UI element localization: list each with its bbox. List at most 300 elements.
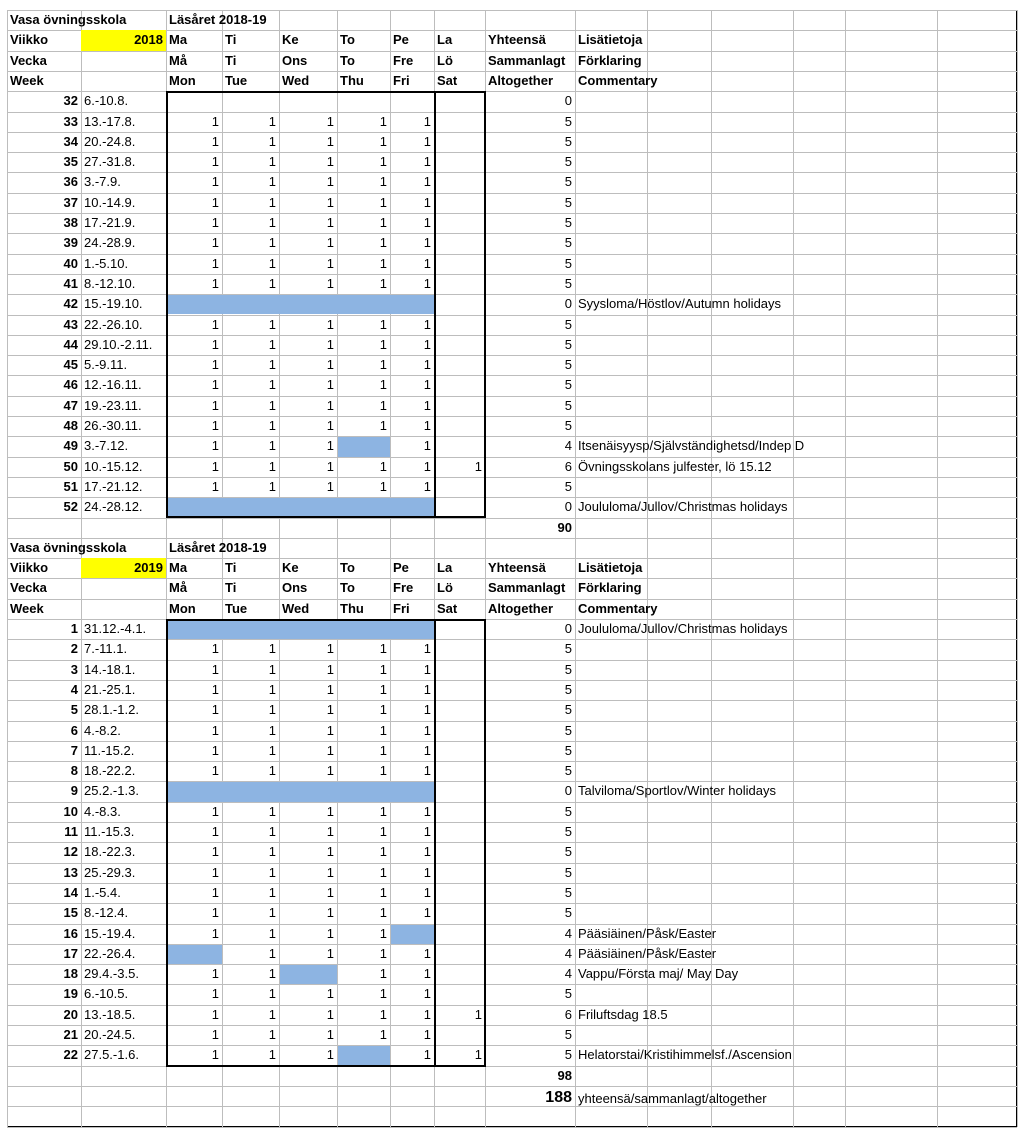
week-comment[interactable]: Pääsiäinen/Påsk/Easter: [578, 925, 717, 941]
day-count[interactable]: 1: [379, 215, 387, 230]
day-count[interactable]: [166, 294, 222, 314]
day-count[interactable]: [222, 781, 279, 801]
week-comment[interactable]: [575, 680, 1017, 700]
day-count[interactable]: 1: [211, 438, 219, 454]
day-count[interactable]: 1: [379, 174, 387, 190]
day-count[interactable]: 1: [423, 377, 431, 393]
day-count[interactable]: 1: [379, 945, 387, 961]
day-count[interactable]: 1: [326, 864, 334, 880]
day-count[interactable]: [434, 761, 485, 781]
day-count[interactable]: [434, 91, 485, 111]
week-dates[interactable]: 18.-22.2.: [84, 763, 136, 779]
week-dates[interactable]: 25.-29.3.: [84, 864, 136, 880]
day-count[interactable]: 1: [326, 336, 334, 352]
header-day[interactable]: Pe: [393, 32, 409, 48]
week-comment[interactable]: [575, 761, 1017, 781]
day-count[interactable]: 1: [379, 154, 387, 170]
day-count[interactable]: 1: [211, 763, 219, 779]
week-number[interactable]: 7: [70, 742, 78, 758]
day-count[interactable]: 1: [268, 154, 276, 170]
week-number[interactable]: 32: [63, 93, 78, 109]
week-total[interactable]: 5: [564, 844, 572, 860]
year-cell[interactable]: 2018: [81, 30, 166, 50]
day-count[interactable]: 1: [379, 275, 387, 291]
week-number[interactable]: 37: [63, 194, 78, 210]
day-count[interactable]: 1: [379, 722, 387, 738]
day-count[interactable]: 1: [268, 174, 276, 190]
section-subtotal[interactable]: 90: [557, 519, 572, 535]
week-total[interactable]: 5: [564, 357, 572, 373]
day-count[interactable]: 1: [326, 884, 334, 900]
week-number[interactable]: 21: [63, 1027, 78, 1042]
day-count[interactable]: 1: [326, 154, 334, 170]
day-count[interactable]: 1: [326, 1006, 334, 1022]
day-count[interactable]: 1: [211, 702, 219, 718]
week-comment[interactable]: [575, 375, 1017, 395]
week-comment[interactable]: [575, 274, 1017, 294]
day-count[interactable]: 1: [211, 133, 219, 149]
header-week-label[interactable]: Vecka: [10, 52, 47, 68]
header-comment[interactable]: Commentary: [578, 600, 658, 616]
header-day[interactable]: Mon: [169, 600, 196, 616]
day-count[interactable]: 1: [326, 742, 334, 758]
day-count[interactable]: 1: [326, 316, 334, 332]
header-week-label[interactable]: Viikko: [10, 32, 49, 48]
week-total[interactable]: 5: [564, 316, 572, 332]
day-count[interactable]: 1: [268, 215, 276, 230]
day-count[interactable]: 1: [326, 702, 334, 718]
day-count[interactable]: [390, 294, 434, 314]
header-day[interactable]: Ti: [225, 32, 237, 48]
week-dates[interactable]: 8.-12.10.: [84, 275, 136, 291]
week-number[interactable]: 19: [63, 986, 78, 1002]
week-total[interactable]: 5: [564, 1027, 572, 1042]
day-count[interactable]: [434, 233, 485, 253]
day-count[interactable]: 1: [268, 255, 276, 271]
week-dates[interactable]: 7.-11.1.: [84, 641, 128, 657]
day-count[interactable]: 1: [211, 275, 219, 291]
week-dates[interactable]: 22.-26.4.: [84, 945, 136, 961]
week-number[interactable]: 13: [63, 864, 78, 880]
week-number[interactable]: 3: [70, 661, 78, 677]
day-count[interactable]: 1: [211, 1006, 219, 1022]
section-subtotal[interactable]: 98: [557, 1067, 572, 1083]
day-count[interactable]: [434, 639, 485, 659]
day-count[interactable]: 1: [423, 1006, 431, 1022]
week-total[interactable]: 0: [564, 499, 572, 515]
week-total[interactable]: 5: [564, 275, 572, 291]
header-day[interactable]: Ke: [282, 560, 299, 576]
header-day[interactable]: Mon: [169, 72, 196, 88]
day-count[interactable]: [166, 91, 222, 111]
day-count[interactable]: 1: [423, 702, 431, 718]
week-comment[interactable]: Friluftsdag 18.5: [578, 1006, 668, 1022]
day-count[interactable]: 1: [326, 1027, 334, 1042]
week-number[interactable]: 1: [70, 621, 78, 636]
week-number[interactable]: 16: [63, 925, 78, 941]
week-number[interactable]: 48: [63, 418, 78, 433]
week-total[interactable]: 5: [564, 803, 572, 819]
header-day[interactable]: Ons: [282, 580, 308, 596]
header-week-label[interactable]: Viikko: [10, 560, 49, 576]
day-count[interactable]: 1: [268, 763, 276, 779]
day-count[interactable]: [434, 842, 485, 862]
day-count[interactable]: 1: [211, 458, 219, 474]
day-count[interactable]: [337, 294, 390, 314]
header-day[interactable]: Thu: [340, 600, 364, 616]
day-count[interactable]: 1: [423, 986, 431, 1002]
week-number[interactable]: 41: [63, 275, 78, 291]
day-count[interactable]: 1: [326, 1047, 334, 1063]
day-count[interactable]: [434, 213, 485, 233]
day-count[interactable]: 1: [268, 722, 276, 738]
header-day[interactable]: Thu: [340, 72, 364, 88]
day-count[interactable]: [337, 436, 390, 456]
day-count[interactable]: 1: [268, 905, 276, 921]
day-count[interactable]: 1: [379, 824, 387, 839]
header-comment[interactable]: Lisätietoja: [578, 32, 643, 48]
day-count[interactable]: 1: [423, 641, 431, 657]
day-count[interactable]: 1: [423, 905, 431, 921]
day-count[interactable]: 1: [423, 966, 431, 982]
day-count[interactable]: 1: [379, 1006, 387, 1022]
day-count[interactable]: 1: [326, 905, 334, 921]
week-comment[interactable]: [575, 984, 1017, 1004]
day-count[interactable]: 1: [211, 864, 219, 880]
day-count[interactable]: 1: [268, 1047, 276, 1063]
day-count[interactable]: 1: [268, 357, 276, 373]
day-count[interactable]: 1: [423, 661, 431, 677]
day-count[interactable]: 1: [326, 722, 334, 738]
day-count[interactable]: [390, 924, 434, 944]
week-total[interactable]: 5: [564, 722, 572, 738]
day-count[interactable]: 1: [474, 1047, 482, 1063]
week-number[interactable]: 43: [63, 316, 78, 332]
day-count[interactable]: 1: [379, 864, 387, 880]
week-number[interactable]: 47: [63, 397, 78, 413]
week-dates[interactable]: 15.-19.4.: [84, 925, 136, 941]
day-count[interactable]: 1: [211, 1047, 219, 1063]
day-count[interactable]: [434, 477, 485, 497]
day-count[interactable]: 1: [211, 641, 219, 657]
day-count[interactable]: 1: [423, 1027, 431, 1042]
header-day[interactable]: To: [340, 560, 355, 576]
day-count[interactable]: [434, 822, 485, 842]
week-total[interactable]: 4: [564, 925, 572, 941]
school-name[interactable]: Vasa övningsskola: [10, 12, 127, 27]
day-count[interactable]: [337, 1045, 390, 1065]
day-count[interactable]: 1: [423, 722, 431, 738]
week-number[interactable]: 39: [63, 235, 78, 251]
week-number[interactable]: 12: [63, 844, 78, 860]
week-number[interactable]: 15: [63, 905, 78, 921]
day-count[interactable]: 1: [423, 275, 431, 291]
day-count[interactable]: 1: [379, 702, 387, 718]
week-total[interactable]: 5: [564, 215, 572, 230]
week-comment[interactable]: [575, 91, 1017, 111]
week-dates[interactable]: 6.-10.5.: [84, 986, 129, 1002]
day-count[interactable]: 1: [423, 742, 431, 758]
week-dates[interactable]: 4.-8.3.: [84, 803, 121, 819]
header-comment[interactable]: Förklaring: [578, 52, 642, 68]
week-total[interactable]: 5: [564, 986, 572, 1002]
day-count[interactable]: 1: [268, 478, 276, 494]
header-comment[interactable]: Lisätietoja: [578, 560, 643, 576]
day-count[interactable]: [434, 964, 485, 984]
day-count[interactable]: 1: [326, 255, 334, 271]
week-comment[interactable]: [575, 112, 1017, 132]
header-day[interactable]: La: [437, 560, 453, 576]
day-count[interactable]: 1: [326, 113, 334, 129]
day-count[interactable]: 1: [423, 1047, 431, 1063]
week-dates[interactable]: 13.-17.8.: [84, 113, 136, 129]
day-count[interactable]: 1: [326, 174, 334, 190]
day-count[interactable]: [434, 132, 485, 152]
week-comment[interactable]: [575, 741, 1017, 761]
day-count[interactable]: [434, 863, 485, 883]
day-count[interactable]: 1: [379, 763, 387, 779]
day-count[interactable]: [222, 294, 279, 314]
day-count[interactable]: [434, 660, 485, 680]
day-count[interactable]: 1: [423, 113, 431, 129]
day-count[interactable]: 1: [326, 763, 334, 779]
header-day[interactable]: Lö: [437, 580, 453, 596]
header-day[interactable]: Fri: [393, 600, 410, 616]
school-year-title[interactable]: Läsåret 2018-19: [169, 539, 267, 555]
school-year-title[interactable]: Läsåret 2018-19: [169, 12, 267, 27]
day-count[interactable]: 1: [211, 986, 219, 1002]
day-count[interactable]: [434, 152, 485, 172]
week-total[interactable]: 5: [564, 641, 572, 657]
day-count[interactable]: [434, 294, 485, 314]
day-count[interactable]: [390, 497, 434, 517]
day-count[interactable]: 1: [326, 275, 334, 291]
day-count[interactable]: 1: [268, 824, 276, 839]
week-dates[interactable]: 8.-12.4.: [84, 905, 129, 921]
day-count[interactable]: 1: [268, 235, 276, 251]
week-comment[interactable]: Syysloma/Höstlov/Autumn holidays: [578, 296, 782, 312]
header-day[interactable]: Lö: [437, 52, 453, 68]
day-count[interactable]: 1: [268, 438, 276, 454]
day-count[interactable]: 1: [326, 478, 334, 494]
week-comment[interactable]: [575, 802, 1017, 822]
day-count[interactable]: 1: [211, 803, 219, 819]
header-day[interactable]: Ke: [282, 32, 299, 48]
day-count[interactable]: [279, 781, 337, 801]
week-comment[interactable]: [575, 172, 1017, 192]
day-count[interactable]: [222, 91, 279, 111]
day-count[interactable]: 1: [379, 235, 387, 251]
day-count[interactable]: 1: [211, 925, 219, 941]
day-count[interactable]: 1: [379, 194, 387, 210]
day-count[interactable]: 1: [211, 905, 219, 921]
week-number[interactable]: 6: [70, 722, 78, 738]
day-count[interactable]: 1: [268, 1006, 276, 1022]
day-count[interactable]: 1: [326, 641, 334, 657]
week-dates[interactable]: 4.-8.2.: [84, 722, 121, 738]
day-count[interactable]: 1: [423, 336, 431, 352]
day-count[interactable]: 1: [268, 194, 276, 210]
day-count[interactable]: 1: [268, 458, 276, 474]
week-comment[interactable]: [575, 1025, 1017, 1045]
header-total[interactable]: Altogether: [488, 72, 553, 88]
week-comment[interactable]: [575, 213, 1017, 233]
week-number[interactable]: 51: [63, 478, 78, 494]
day-count[interactable]: 1: [211, 215, 219, 230]
day-count[interactable]: 1: [326, 844, 334, 860]
week-total[interactable]: 5: [564, 255, 572, 271]
day-count[interactable]: 1: [423, 397, 431, 413]
day-count[interactable]: 1: [268, 316, 276, 332]
week-number[interactable]: 4: [70, 681, 78, 697]
week-comment[interactable]: [575, 842, 1017, 862]
week-total[interactable]: 6: [564, 458, 572, 474]
week-comment[interactable]: [575, 660, 1017, 680]
week-dates[interactable]: 27.-31.8.: [84, 154, 136, 170]
day-count[interactable]: 1: [423, 458, 431, 474]
day-count[interactable]: 1: [326, 377, 334, 393]
week-number[interactable]: 40: [63, 255, 78, 271]
week-dates[interactable]: 25.2.-1.3.: [84, 783, 139, 799]
day-count[interactable]: [337, 619, 390, 639]
header-day[interactable]: Ti: [225, 560, 237, 576]
day-count[interactable]: 1: [379, 681, 387, 697]
header-day[interactable]: Ti: [225, 580, 237, 596]
day-count[interactable]: 1: [379, 925, 387, 941]
week-comment[interactable]: [575, 396, 1017, 416]
header-day[interactable]: To: [340, 580, 355, 596]
day-count[interactable]: [434, 254, 485, 274]
week-comment[interactable]: [575, 315, 1017, 335]
day-count[interactable]: 1: [268, 864, 276, 880]
week-comment[interactable]: Vappu/Första maj/ May Day: [578, 966, 739, 982]
day-count[interactable]: 1: [211, 336, 219, 352]
week-total[interactable]: 5: [564, 235, 572, 251]
day-count[interactable]: 1: [423, 154, 431, 170]
week-dates[interactable]: 14.-18.1.: [84, 661, 136, 677]
day-count[interactable]: [222, 619, 279, 639]
header-comment[interactable]: Commentary: [578, 72, 658, 88]
day-count[interactable]: [434, 802, 485, 822]
week-number[interactable]: 38: [63, 215, 78, 230]
week-dates[interactable]: 10.-15.12.: [84, 458, 143, 474]
week-dates[interactable]: 24.-28.9.: [84, 235, 136, 251]
day-count[interactable]: 1: [211, 661, 219, 677]
week-comment[interactable]: [575, 233, 1017, 253]
week-dates[interactable]: 17.-21.9.: [84, 215, 136, 230]
header-day[interactable]: Fre: [393, 580, 414, 596]
day-count[interactable]: [434, 721, 485, 741]
day-count[interactable]: 1: [326, 418, 334, 433]
day-count[interactable]: 1: [379, 1027, 387, 1042]
week-comment[interactable]: [575, 416, 1017, 436]
day-count[interactable]: 1: [268, 336, 276, 352]
day-count[interactable]: 1: [423, 235, 431, 251]
week-dates[interactable]: 10.-14.9.: [84, 194, 136, 210]
header-day[interactable]: Wed: [282, 72, 310, 88]
week-dates[interactable]: 28.1.-1.2.: [84, 702, 139, 718]
day-count[interactable]: [166, 619, 222, 639]
day-count[interactable]: 1: [268, 377, 276, 393]
day-count[interactable]: 1: [326, 397, 334, 413]
week-number[interactable]: 44: [63, 336, 78, 352]
day-count[interactable]: 1: [268, 1027, 276, 1042]
day-count[interactable]: 1: [379, 844, 387, 860]
week-total[interactable]: 5: [564, 905, 572, 921]
week-total[interactable]: 0: [564, 296, 572, 312]
header-week-label[interactable]: Week: [10, 72, 44, 88]
week-total[interactable]: 4: [564, 438, 572, 454]
day-count[interactable]: [434, 355, 485, 375]
week-total[interactable]: 5: [564, 884, 572, 900]
header-day[interactable]: To: [340, 32, 355, 48]
day-count[interactable]: 1: [379, 113, 387, 129]
day-count[interactable]: 1: [211, 966, 219, 982]
week-dates[interactable]: 20.-24.5.: [84, 1027, 136, 1042]
day-count[interactable]: [434, 883, 485, 903]
day-count[interactable]: [434, 335, 485, 355]
week-comment[interactable]: Talviloma/Sportlov/Winter holidays: [578, 783, 776, 799]
day-count[interactable]: 1: [268, 742, 276, 758]
day-count[interactable]: 1: [211, 824, 219, 839]
header-week-label[interactable]: Vecka: [10, 580, 47, 596]
week-total[interactable]: 5: [564, 702, 572, 718]
day-count[interactable]: 1: [268, 844, 276, 860]
week-dates[interactable]: 5.-9.11.: [84, 357, 128, 373]
week-dates[interactable]: 24.-28.12.: [84, 499, 143, 515]
day-count[interactable]: 1: [379, 255, 387, 271]
day-count[interactable]: [434, 172, 485, 192]
week-comment[interactable]: Helatorstai/Kristihimmelsf./Ascension: [578, 1047, 792, 1063]
week-dates[interactable]: 26.-30.11.: [84, 418, 142, 433]
day-count[interactable]: 1: [268, 113, 276, 129]
day-count[interactable]: 1: [379, 418, 387, 433]
week-dates[interactable]: 20.-24.8.: [84, 133, 136, 149]
day-count[interactable]: 1: [268, 133, 276, 149]
day-count[interactable]: 1: [268, 986, 276, 1002]
header-day[interactable]: Ti: [225, 52, 237, 68]
day-count[interactable]: 1: [211, 418, 219, 433]
week-dates[interactable]: 21.-25.1.: [84, 681, 136, 697]
week-total[interactable]: 5: [564, 113, 572, 129]
day-count[interactable]: 1: [379, 803, 387, 819]
week-comment[interactable]: [575, 822, 1017, 842]
day-count[interactable]: [434, 700, 485, 720]
grand-total[interactable]: 188: [545, 1088, 572, 1106]
day-count[interactable]: [434, 274, 485, 294]
day-count[interactable]: 1: [268, 702, 276, 718]
day-count[interactable]: 1: [423, 945, 431, 961]
day-count[interactable]: [434, 924, 485, 944]
week-dates[interactable]: 12.-16.11.: [84, 377, 142, 393]
week-comment[interactable]: [575, 132, 1017, 152]
week-comment[interactable]: [575, 863, 1017, 883]
day-count[interactable]: 1: [379, 458, 387, 474]
header-day[interactable]: Fri: [393, 72, 410, 88]
day-count[interactable]: 1: [211, 844, 219, 860]
header-day[interactable]: Tue: [225, 72, 248, 88]
day-count[interactable]: 1: [211, 742, 219, 758]
week-comment[interactable]: Pääsiäinen/Påsk/Easter: [578, 945, 717, 961]
week-dates[interactable]: 13.-18.5.: [84, 1006, 136, 1022]
week-number[interactable]: 35: [63, 154, 78, 170]
day-count[interactable]: 1: [423, 763, 431, 779]
week-number[interactable]: 46: [63, 377, 78, 393]
header-day[interactable]: Tue: [225, 600, 248, 616]
week-dates[interactable]: 6.-10.8.: [84, 93, 129, 109]
day-count[interactable]: 1: [423, 215, 431, 230]
day-count[interactable]: [279, 964, 337, 984]
